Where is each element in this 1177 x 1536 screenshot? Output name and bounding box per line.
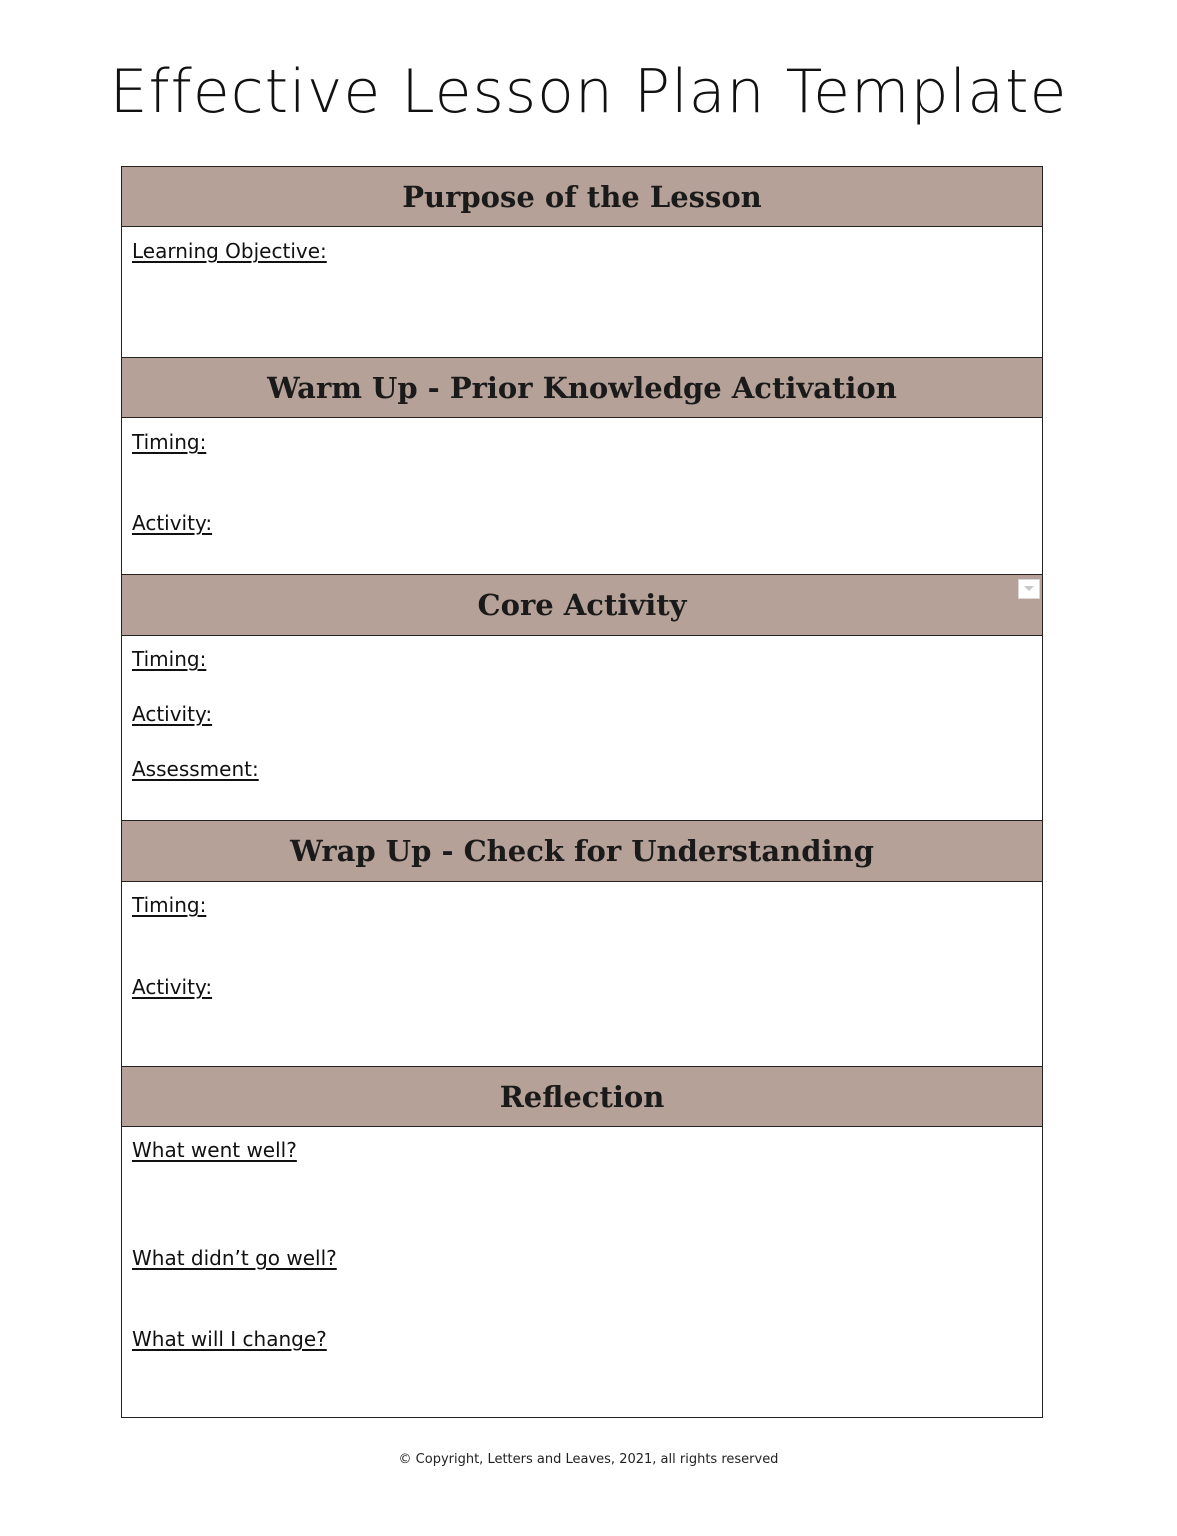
field-reflection-will-change[interactable]: What will I change?: [132, 1327, 327, 1351]
field-core-activity[interactable]: Activity:: [132, 702, 213, 726]
section-header-purpose: [122, 167, 1042, 227]
section-title-core: Core Activity: [477, 588, 687, 622]
section-title-warm-up: Warm Up - Prior Knowledge Activation: [267, 370, 897, 405]
section-header-wrap-up: [122, 820, 1042, 882]
field-core-timing[interactable]: Timing:: [132, 647, 207, 671]
field-reflection-didnt-go-well[interactable]: What didn’t go well?: [132, 1246, 337, 1270]
copyright-footer: © Copyright, Letters and Leaves, 2021, all rights reserved: [398, 1452, 779, 1467]
chevron-down-icon: [1023, 585, 1035, 593]
field-warm-up-activity[interactable]: Activity:: [132, 511, 213, 535]
section-title-wrap-up: Wrap Up - Check for Understanding: [290, 834, 874, 868]
page-title: Effective Lesson Plan Template: [109, 57, 1068, 127]
section-header-warm-up: [122, 357, 1042, 418]
section-header-core: [122, 574, 1042, 636]
section-header-reflection: [122, 1066, 1042, 1127]
section-menu-toggle[interactable]: [1018, 579, 1040, 599]
field-wrap-up-timing[interactable]: Timing:: [132, 893, 207, 917]
field-warm-up-timing[interactable]: Timing:: [132, 430, 207, 454]
lesson-plan-table: [121, 166, 1043, 1418]
field-reflection-went-well[interactable]: What went well?: [132, 1138, 297, 1162]
field-learning-objective[interactable]: Learning Objective:: [132, 239, 327, 263]
field-core-assessment[interactable]: Assessment:: [132, 757, 259, 781]
section-title-reflection: Reflection: [499, 1079, 665, 1114]
field-wrap-up-activity[interactable]: Activity:: [132, 975, 213, 999]
section-title-purpose: Purpose of the Lesson: [402, 179, 762, 214]
